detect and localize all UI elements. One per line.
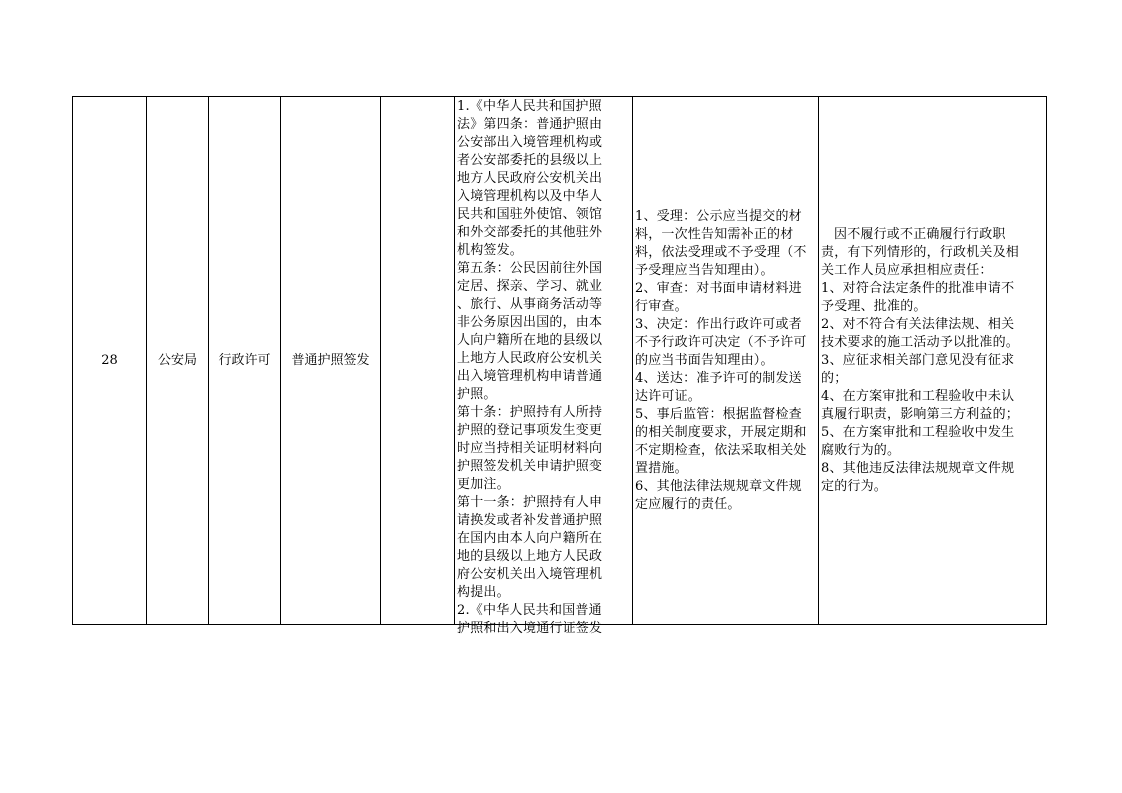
department-cell (147, 97, 209, 625)
duty-line: 料，一次性告知需补正的材 (635, 226, 794, 242)
legal-basis-line: 民共和国驻外使馆、领馆 (457, 207, 603, 222)
row-number: 28 (101, 352, 118, 368)
legal-basis-line: 时应当持相关证明材料向 (457, 441, 603, 456)
legal-basis-line: 定居、探亲、学习、就业 (457, 279, 603, 294)
legal-basis-line: 护照签发机关申请护照变 (457, 459, 603, 474)
duty-line: 2、审查：对书面申请材料进 (635, 280, 802, 296)
liability-cell (819, 97, 1047, 625)
legal-basis-line: 护照和出入境通行证签发 (457, 621, 603, 636)
liability-line: 5、在方案审批和工程验收中发生 (821, 424, 1015, 440)
legal-basis-line: 非公务原因出国的，由本 (457, 315, 603, 330)
duty-line: 行审查。 (635, 298, 688, 314)
legal-basis-line: 请换发或者补发普通护照 (457, 513, 603, 528)
legal-basis-line: 地方人民政府公安机关出 (457, 171, 603, 186)
power-category: 行政许可 (218, 352, 271, 368)
legal-basis-line: 1.《中华人民共和国护照 (457, 99, 602, 114)
liability-line: 2、对不符合有关法律法规、相关 (821, 316, 1015, 332)
legal-basis-line: 者公安部委托的县级以上 (457, 153, 603, 168)
legal-basis-line: 护照的登记事项发生变更 (457, 423, 603, 438)
liability-line: 8、其他违反法律法规规章文件规 (821, 460, 1015, 476)
row-number-cell (73, 97, 147, 625)
duty-text (633, 208, 818, 514)
legal-basis-line: 构提出。 (457, 585, 510, 600)
duty-line: 6、其他法律法规规章文件规 (635, 478, 802, 494)
duty-line: 料，依法受理或不予受理（不 (635, 244, 807, 260)
liability-line: 1、对符合法定条件的批准申请不 (821, 280, 1015, 296)
liability-line: 责，有下列情形的，行政机关及相 (821, 244, 1020, 260)
legal-basis-line: 公安部出入境管理机构或 (457, 135, 603, 150)
legal-basis-line: 法》第四条：普通护照由 (457, 117, 603, 132)
liability-line: 3、应征求相关部门意见没有征求 (821, 352, 1015, 368)
legal-basis-line: 机构签发。 (457, 243, 524, 258)
duty-cell (633, 97, 819, 625)
duty-line: 的相关制度要求，开展定期和 (635, 424, 807, 440)
legal-basis-line: 第五条：公民因前往外国 (457, 261, 603, 276)
item-name-cell (281, 97, 381, 625)
liability-line: 关工作人员应承担相应责任： (821, 262, 993, 278)
legal-basis-line: 、旅行、从事商务活动等 (457, 297, 603, 312)
liability-line: 真履行职责，影响第三方利益的； (821, 406, 1020, 422)
liability-line: 的； (821, 370, 848, 386)
duty-line: 1、受理：公示应当提交的材 (635, 208, 802, 224)
duty-line: 定应履行的责任。 (635, 496, 741, 512)
duty-line: 置措施。 (635, 460, 688, 476)
liability-line: 因不履行或不正确履行行政职 (834, 226, 1006, 242)
liability-line: 技术要求的施工活动予以批准的。 (821, 334, 1020, 350)
duty-line: 不予行政许可决定（不予许可 (635, 334, 807, 350)
liability-text (819, 226, 1046, 496)
legal-basis-line: 和外交部委托的其他驻外 (457, 225, 603, 240)
legal-basis-line: 2.《中华人民共和国普通 (457, 603, 602, 618)
legal-basis-line: 入境管理机构以及中华人 (457, 189, 603, 204)
liability-line: 腐败行为的。 (821, 442, 901, 458)
category-cell (209, 97, 281, 625)
legal-basis-line: 人向户籍所在地的县级以 (457, 333, 603, 348)
department-name: 公安局 (157, 352, 197, 368)
legal-basis-line: 第十一条：护照持有人申 (457, 495, 603, 510)
duty-line: 达许可证。 (635, 388, 702, 404)
legal-basis-text (455, 97, 632, 636)
power-list-table (72, 96, 1047, 636)
legal-basis-line: 在国内由本人向户籍所在 (457, 531, 603, 546)
duty-line: 4、送达：准予许可的制发送 (635, 370, 802, 386)
liability-line: 4、在方案审批和工程验收中未认 (821, 388, 1015, 404)
legal-basis-line: 地的县级以上地方人民政 (457, 549, 603, 564)
power-item-name: 普通护照签发 (291, 352, 370, 368)
duty-line: 5、事后监管：根据监督检查 (635, 406, 802, 422)
sub-item-cell (381, 97, 455, 625)
legal-basis-line: 第十条：护照持有人所持 (457, 405, 603, 420)
duty-line: 不定期检查，依法采取相关处 (635, 442, 807, 458)
legal-basis-line: 府公安机关出入境管理机 (457, 567, 603, 582)
duty-line: 予受理应当告知理由）。 (635, 262, 774, 278)
liability-line: 定的行为。 (821, 478, 888, 494)
legal-basis-line: 更加注。 (457, 477, 510, 492)
legal-basis-line: 出入境管理机构申请普通 (457, 369, 603, 384)
duty-line: 的应当书面告知理由）。 (635, 352, 774, 368)
legal-basis-cell (455, 97, 633, 636)
liability-line: 予受理、批准的。 (821, 298, 927, 314)
legal-basis-line: 护照。 (457, 387, 497, 402)
duty-line: 3、决定：作出行政许可或者 (635, 316, 802, 332)
table-row (73, 97, 1047, 625)
legal-basis-line: 上地方人民政府公安机关 (457, 351, 603, 366)
